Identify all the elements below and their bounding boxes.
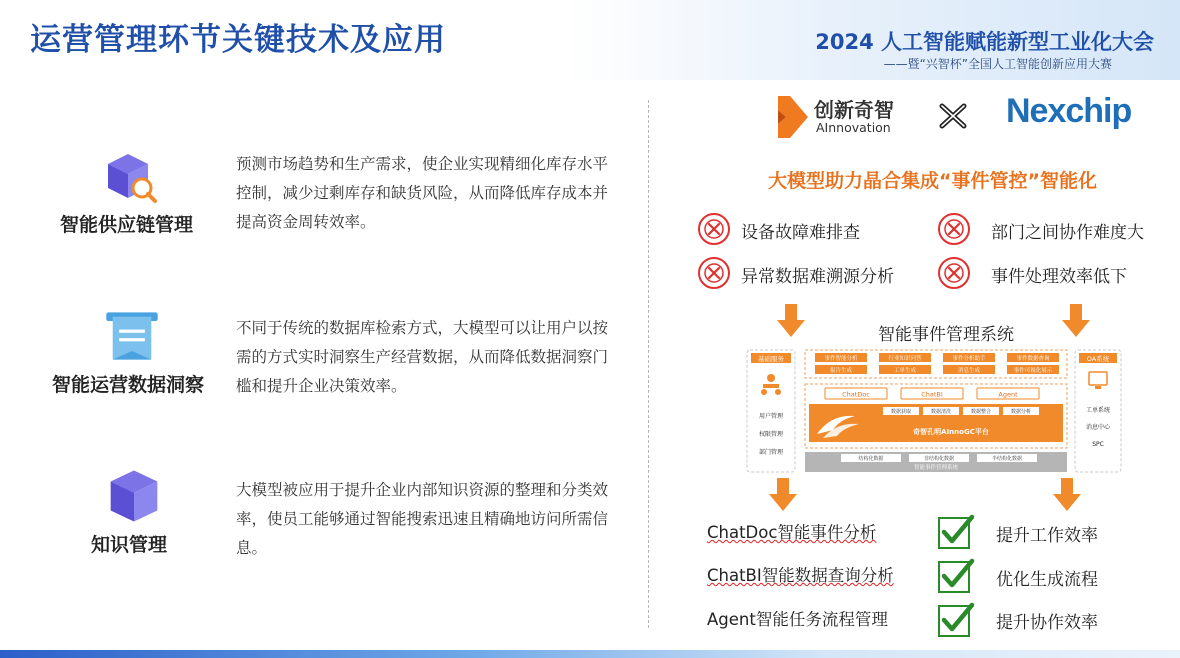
section-label: 智能供应链管理 — [60, 214, 194, 236]
check-box-icon — [937, 514, 975, 550]
document-icon — [102, 306, 162, 366]
agent-label: ChatDoc — [842, 390, 870, 399]
error-circle-icon — [697, 212, 731, 246]
arrow-down-icon — [768, 478, 798, 512]
right-box-item: SPC — [1092, 441, 1104, 448]
page-title: 运营管理环节关键技术及应用 — [30, 22, 446, 58]
benefit-item: 提升工作效率 — [996, 526, 1098, 546]
ainnovation-logo-en: AInnovation — [816, 120, 891, 135]
vertical-divider — [648, 100, 649, 628]
small-tag: 数据清洗 — [930, 409, 952, 415]
result-item: ChatDoc智能事件分析 — [707, 523, 877, 542]
problem-text: 事件处理效率低下 — [991, 267, 1127, 287]
left-box-item: 部门管理 — [758, 449, 784, 456]
small-tag: 数据获取 — [890, 409, 912, 415]
error-circle-icon — [697, 256, 731, 290]
benefit-item: 优化生成流程 — [996, 570, 1098, 590]
data-tag: 结构化数据 — [858, 456, 884, 462]
agent-label: ChatBI — [921, 390, 943, 399]
arrow-down-icon — [1061, 304, 1091, 338]
section-description: 不同于传统的数据库检索方式，大模型可以让用户以按需的方式实时洞察生产经营数据，从而降低数据洞察门槛和提升企业决策效率。 — [236, 319, 609, 395]
right-box-item: 工单系统 — [1085, 407, 1111, 414]
tag: 事件数据查询 — [1016, 356, 1050, 362]
result-item: ChatBI智能数据查询分析 — [707, 566, 894, 585]
cube-icon — [104, 466, 164, 526]
check-box-icon — [937, 558, 975, 594]
conference-subtitle: ——暨“兴智杯”全国人工智能创新应用大赛 — [883, 57, 1112, 71]
tag: 工单生成 — [893, 368, 917, 374]
small-tag: 数据整合 — [970, 409, 992, 415]
conference-title: 2024 人工智能赋能新型工业化大会 — [815, 30, 1154, 54]
error-circle-icon — [937, 256, 971, 290]
problem-text: 设备故障难排查 — [741, 223, 860, 243]
small-tag: 数据分析 — [1010, 409, 1032, 415]
section-description: 大模型被应用于提升企业内部知识资源的整理和分类效率，使员工能够通过智能搜索迅速且精确地访问所需信息。 — [236, 481, 609, 557]
check-box-icon — [937, 602, 975, 638]
data-tag: 非结构化数据 — [923, 456, 955, 462]
arrow-down-icon — [1052, 478, 1082, 512]
data-tags-row — [841, 454, 1037, 462]
tag: 事件可视化展示 — [1013, 368, 1053, 374]
tag: 事件智能分析 — [824, 356, 858, 362]
tag: 消息生成 — [957, 368, 981, 374]
agent-label: Agent — [998, 390, 1018, 399]
section-description: 预测市场趋势和生产需求，使企业实现精细化库存水平控制，减少过剩库存和缺货风险，从而降低库存成本并提高资金周转效率。 — [236, 155, 609, 231]
problem-text: 异常数据难溯源分析 — [741, 267, 894, 287]
result-item: Agent智能任务流程管理 — [707, 610, 888, 629]
left-box-item: 权限管理 — [758, 431, 784, 438]
agents-row — [825, 388, 1039, 399]
section-label: 知识管理 — [91, 534, 168, 556]
nexchip-logo: Nexchip — [1006, 92, 1132, 130]
tag: 报告生成 — [829, 368, 853, 374]
ainnovation-logo-cn: 创新奇智 — [814, 98, 894, 122]
left-box-title: 基础服务 — [758, 355, 784, 363]
right-box-title: OA系统 — [1086, 355, 1110, 363]
problem-text: 部门之间协作难度大 — [991, 223, 1144, 243]
error-circle-icon — [937, 212, 971, 246]
benefit-item: 提升协作效率 — [996, 613, 1098, 633]
left-box-item: 用户管理 — [758, 413, 784, 420]
ainnovation-logo-mark — [776, 94, 810, 140]
footer-band — [0, 650, 1180, 658]
system-title: 智能事件管理系统 — [878, 325, 1014, 345]
ainnovation-logo — [776, 94, 911, 140]
tag: 事件分析助手 — [952, 356, 986, 362]
tag: 行业知识问答 — [888, 356, 922, 362]
right-box-item: 消息中心 — [1085, 424, 1111, 431]
platform-label: 奇智孔明AInnoGC平台 — [913, 428, 989, 436]
section-label: 智能运营数据洞察 — [52, 374, 205, 396]
right-heading: 大模型助力晶合集成“事件管控”智能化 — [768, 170, 1097, 192]
arrow-down-icon — [776, 304, 806, 338]
times-icon — [938, 102, 968, 130]
base-label: 智能事件管理系统 — [913, 465, 959, 471]
system-architecture-diagram — [745, 348, 1123, 474]
data-tag: 半结构化数据 — [991, 456, 1023, 462]
package-search-icon — [100, 148, 160, 208]
